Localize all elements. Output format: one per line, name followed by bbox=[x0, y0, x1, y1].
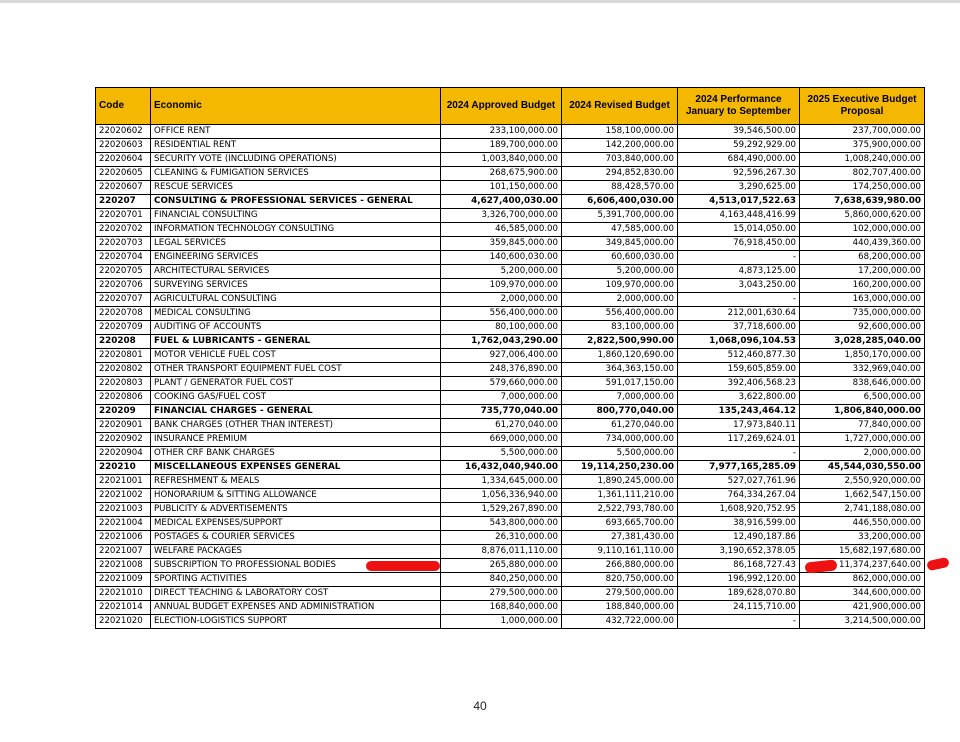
cell-code: 22021002 bbox=[96, 489, 151, 503]
table-body bbox=[96, 125, 925, 629]
table-row bbox=[96, 139, 925, 153]
cell-approved: 556,400,000.00 bbox=[441, 307, 562, 321]
cell-code: 22020709 bbox=[96, 321, 151, 335]
cell-proposal: 237,700,000.00 bbox=[800, 125, 925, 139]
cell-revised: 61,270,040.00 bbox=[562, 419, 678, 433]
cell-approved: 1,056,336,940.00 bbox=[441, 489, 562, 503]
cell-code: 22020904 bbox=[96, 447, 151, 461]
cell-proposal: 3,214,500,000.00 bbox=[800, 615, 925, 629]
cell-proposal: 3,028,285,040.00 bbox=[800, 335, 925, 349]
table-row bbox=[96, 307, 925, 321]
cell-proposal: 862,000,000.00 bbox=[800, 573, 925, 587]
cell-approved: 579,660,000.00 bbox=[441, 377, 562, 391]
cell-proposal: 2,000,000.00 bbox=[800, 447, 925, 461]
cell-proposal: 735,000,000.00 bbox=[800, 307, 925, 321]
cell-approved: 1,003,840,000.00 bbox=[441, 153, 562, 167]
table-row bbox=[96, 279, 925, 293]
table-row bbox=[96, 153, 925, 167]
cell-proposal: 421,900,000.00 bbox=[800, 601, 925, 615]
cell-revised: 1,860,120,690.00 bbox=[562, 349, 678, 363]
cell-code: 22020702 bbox=[96, 223, 151, 237]
cell-performance: 135,243,464.12 bbox=[678, 405, 800, 419]
cell-performance: - bbox=[678, 293, 800, 307]
cell-performance: - bbox=[678, 251, 800, 265]
cell-code: 22020703 bbox=[96, 237, 151, 251]
table-row bbox=[96, 209, 925, 223]
table-row bbox=[96, 559, 925, 573]
cell-approved: 80,100,000.00 bbox=[441, 321, 562, 335]
cell-proposal: 6,500,000.00 bbox=[800, 391, 925, 405]
cell-proposal: 2,741,188,080.00 bbox=[800, 503, 925, 517]
table-row bbox=[96, 447, 925, 461]
cell-performance: 15,014,050.00 bbox=[678, 223, 800, 237]
cell-proposal: 11,374,237,640.00 bbox=[800, 559, 925, 573]
table-row bbox=[96, 475, 925, 489]
cell-approved: 4,627,400,030.00 bbox=[441, 195, 562, 209]
cell-revised: 1,361,111,210.00 bbox=[562, 489, 678, 503]
cell-proposal: 92,600,000.00 bbox=[800, 321, 925, 335]
cell-code: 220208 bbox=[96, 335, 151, 349]
cell-code: 22021004 bbox=[96, 517, 151, 531]
cell-code: 22020604 bbox=[96, 153, 151, 167]
cell-performance: 17,973,840.11 bbox=[678, 419, 800, 433]
cell-approved: 189,700,000.00 bbox=[441, 139, 562, 153]
cell-revised: 591,017,150.00 bbox=[562, 377, 678, 391]
cell-proposal: 1,008,240,000.00 bbox=[800, 153, 925, 167]
table-row bbox=[96, 601, 925, 615]
table-row bbox=[96, 433, 925, 447]
table-row bbox=[96, 125, 925, 139]
cell-performance: 159,605,859.00 bbox=[678, 363, 800, 377]
cell-economic: MOTOR VEHICLE FUEL COST bbox=[151, 349, 441, 363]
cell-performance: 764,334,267.04 bbox=[678, 489, 800, 503]
cell-proposal: 160,200,000.00 bbox=[800, 279, 925, 293]
cell-economic: ARCHITECTURAL SERVICES bbox=[151, 265, 441, 279]
cell-performance: 7,977,165,285.09 bbox=[678, 461, 800, 475]
cell-code: 22021006 bbox=[96, 531, 151, 545]
cell-performance: 189,628,070.80 bbox=[678, 587, 800, 601]
header-proposal: 2025 Executive Budget Proposal bbox=[800, 88, 925, 125]
table-header-row bbox=[96, 88, 925, 125]
table-row bbox=[96, 531, 925, 545]
cell-approved: 1,762,043,290.00 bbox=[441, 335, 562, 349]
cell-revised: 47,585,000.00 bbox=[562, 223, 678, 237]
cell-revised: 2,822,500,990.00 bbox=[562, 335, 678, 349]
cell-code: 22020902 bbox=[96, 433, 151, 447]
cell-proposal: 77,840,000.00 bbox=[800, 419, 925, 433]
cell-revised: 279,500,000.00 bbox=[562, 587, 678, 601]
cell-code: 22021009 bbox=[96, 573, 151, 587]
cell-approved: 359,845,000.00 bbox=[441, 237, 562, 251]
cell-economic: MEDICAL EXPENSES/SUPPORT bbox=[151, 517, 441, 531]
table-row bbox=[96, 573, 925, 587]
cell-proposal: 802,707,400.00 bbox=[800, 167, 925, 181]
cell-performance: 4,513,017,522.63 bbox=[678, 195, 800, 209]
cell-economic: MISCELLANEOUS EXPENSES GENERAL bbox=[151, 461, 441, 475]
cell-proposal: 344,600,000.00 bbox=[800, 587, 925, 601]
cell-approved: 669,000,000.00 bbox=[441, 433, 562, 447]
cell-code: 22020901 bbox=[96, 419, 151, 433]
cell-proposal: 446,550,000.00 bbox=[800, 517, 925, 531]
cell-performance: 39,546,500.00 bbox=[678, 125, 800, 139]
cell-economic: AGRICULTURAL CONSULTING bbox=[151, 293, 441, 307]
cell-revised: 2,522,793,780.00 bbox=[562, 503, 678, 517]
cell-approved: 248,376,890.00 bbox=[441, 363, 562, 377]
cell-performance: 3,190,652,378.05 bbox=[678, 545, 800, 559]
cell-performance: 196,992,120.00 bbox=[678, 573, 800, 587]
cell-revised: 800,770,040.00 bbox=[562, 405, 678, 419]
cell-performance: 4,163,448,416.99 bbox=[678, 209, 800, 223]
cell-proposal: 2,550,920,000.00 bbox=[800, 475, 925, 489]
cell-code: 22020806 bbox=[96, 391, 151, 405]
cell-performance: 392,406,568.23 bbox=[678, 377, 800, 391]
cell-performance: 117,269,624.01 bbox=[678, 433, 800, 447]
cell-economic: CONSULTING & PROFESSIONAL SERVICES - GENERAL bbox=[151, 195, 441, 209]
table-row bbox=[96, 167, 925, 181]
cell-economic: WELFARE PACKAGES bbox=[151, 545, 441, 559]
cell-proposal: 45,544,030,550.00 bbox=[800, 461, 925, 475]
table-row bbox=[96, 293, 925, 307]
table-row bbox=[96, 335, 925, 349]
cell-revised: 693,665,700.00 bbox=[562, 517, 678, 531]
cell-revised: 734,000,000.00 bbox=[562, 433, 678, 447]
table-row bbox=[96, 363, 925, 377]
cell-code: 22020803 bbox=[96, 377, 151, 391]
cell-approved: 46,585,000.00 bbox=[441, 223, 562, 237]
table-row bbox=[96, 349, 925, 363]
cell-performance: 37,718,600.00 bbox=[678, 321, 800, 335]
cell-code: 220209 bbox=[96, 405, 151, 419]
cell-performance: 212,001,630.64 bbox=[678, 307, 800, 321]
cell-revised: 188,840,000.00 bbox=[562, 601, 678, 615]
cell-economic: MEDICAL CONSULTING bbox=[151, 307, 441, 321]
cell-approved: 927,006,400.00 bbox=[441, 349, 562, 363]
cell-approved: 61,270,040.00 bbox=[441, 419, 562, 433]
cell-revised: 88,428,570.00 bbox=[562, 181, 678, 195]
cell-proposal: 1,662,547,150.00 bbox=[800, 489, 925, 503]
cell-economic: BANK CHARGES (OTHER THAN INTEREST) bbox=[151, 419, 441, 433]
cell-revised: 83,100,000.00 bbox=[562, 321, 678, 335]
cell-code: 22021008 bbox=[96, 559, 151, 573]
cell-revised: 294,852,830.00 bbox=[562, 167, 678, 181]
cell-economic: SURVEYING SERVICES bbox=[151, 279, 441, 293]
cell-revised: 60,600,030.00 bbox=[562, 251, 678, 265]
table-row bbox=[96, 195, 925, 209]
cell-revised: 158,100,000.00 bbox=[562, 125, 678, 139]
cell-economic: FINANCIAL CHARGES - GENERAL bbox=[151, 405, 441, 419]
cell-performance: 76,918,450.00 bbox=[678, 237, 800, 251]
cell-performance: 12,490,187.86 bbox=[678, 531, 800, 545]
cell-economic: SUBSCRIPTION TO PROFESSIONAL BODIES bbox=[151, 559, 441, 573]
table-row bbox=[96, 461, 925, 475]
cell-code: 220207 bbox=[96, 195, 151, 209]
cell-approved: 543,800,000.00 bbox=[441, 517, 562, 531]
cell-proposal: 332,969,040.00 bbox=[800, 363, 925, 377]
cell-economic: FINANCIAL CONSULTING bbox=[151, 209, 441, 223]
cell-performance: 59,292,929.00 bbox=[678, 139, 800, 153]
cell-proposal: 163,000,000.00 bbox=[800, 293, 925, 307]
cell-performance: 527,027,761.96 bbox=[678, 475, 800, 489]
cell-proposal: 7,638,639,980.00 bbox=[800, 195, 925, 209]
cell-performance: 1,068,096,104.53 bbox=[678, 335, 800, 349]
cell-approved: 840,250,000.00 bbox=[441, 573, 562, 587]
header-code: Code bbox=[96, 88, 151, 125]
header-economic: Economic bbox=[151, 88, 441, 125]
cell-revised: 703,840,000.00 bbox=[562, 153, 678, 167]
cell-approved: 3,326,700,000.00 bbox=[441, 209, 562, 223]
table-row bbox=[96, 251, 925, 265]
cell-approved: 1,000,000.00 bbox=[441, 615, 562, 629]
cell-economic: HONORARIUM & SITTING ALLOWANCE bbox=[151, 489, 441, 503]
cell-approved: 2,000,000.00 bbox=[441, 293, 562, 307]
cell-economic: CLEANING & FUMIGATION SERVICES bbox=[151, 167, 441, 181]
cell-revised: 820,750,000.00 bbox=[562, 573, 678, 587]
table-row bbox=[96, 503, 925, 517]
cell-revised: 6,606,400,030.00 bbox=[562, 195, 678, 209]
cell-economic: OTHER TRANSPORT EQUIPMENT FUEL COST bbox=[151, 363, 441, 377]
cell-approved: 1,529,267,890.00 bbox=[441, 503, 562, 517]
cell-proposal: 375,900,000.00 bbox=[800, 139, 925, 153]
cell-economic: OFFICE RENT bbox=[151, 125, 441, 139]
cell-code: 22020704 bbox=[96, 251, 151, 265]
cell-economic: INFORMATION TECHNOLOGY CONSULTING bbox=[151, 223, 441, 237]
cell-code: 22020801 bbox=[96, 349, 151, 363]
cell-proposal: 440,439,360.00 bbox=[800, 237, 925, 251]
cell-approved: 268,675,900.00 bbox=[441, 167, 562, 181]
cell-code: 22021003 bbox=[96, 503, 151, 517]
cell-approved: 1,334,645,000.00 bbox=[441, 475, 562, 489]
cell-approved: 140,600,030.00 bbox=[441, 251, 562, 265]
cell-performance: 3,622,800.00 bbox=[678, 391, 800, 405]
table-row bbox=[96, 237, 925, 251]
cell-economic: COOKING GAS/FUEL COST bbox=[151, 391, 441, 405]
cell-revised: 266,880,000.00 bbox=[562, 559, 678, 573]
cell-performance: 684,490,000.00 bbox=[678, 153, 800, 167]
cell-revised: 7,000,000.00 bbox=[562, 391, 678, 405]
cell-revised: 556,400,000.00 bbox=[562, 307, 678, 321]
cell-code: 22020602 bbox=[96, 125, 151, 139]
table-row bbox=[96, 377, 925, 391]
cell-code: 22020707 bbox=[96, 293, 151, 307]
cell-approved: 735,770,040.00 bbox=[441, 405, 562, 419]
cell-economic: POSTAGES & COURIER SERVICES bbox=[151, 531, 441, 545]
cell-economic: LEGAL SERVICES bbox=[151, 237, 441, 251]
cell-revised: 19,114,250,230.00 bbox=[562, 461, 678, 475]
cell-code: 22020708 bbox=[96, 307, 151, 321]
header-approved: 2024 Approved Budget bbox=[441, 88, 562, 125]
table-row bbox=[96, 419, 925, 433]
cell-revised: 27,381,430.00 bbox=[562, 531, 678, 545]
table-row bbox=[96, 517, 925, 531]
cell-economic: INSURANCE PREMIUM bbox=[151, 433, 441, 447]
cell-economic: PLANT / GENERATOR FUEL COST bbox=[151, 377, 441, 391]
red-highlight-mark-left bbox=[366, 561, 440, 571]
cell-code: 22020605 bbox=[96, 167, 151, 181]
cell-code: 22020701 bbox=[96, 209, 151, 223]
cell-approved: 8,876,011,110.00 bbox=[441, 545, 562, 559]
table-row bbox=[96, 405, 925, 419]
cell-economic: ENGINEERING SERVICES bbox=[151, 251, 441, 265]
cell-performance: 1,608,920,752.95 bbox=[678, 503, 800, 517]
cell-revised: 349,845,000.00 bbox=[562, 237, 678, 251]
cell-proposal: 838,646,000.00 bbox=[800, 377, 925, 391]
cell-code: 22020607 bbox=[96, 181, 151, 195]
cell-code: 22021010 bbox=[96, 587, 151, 601]
cell-approved: 16,432,040,940.00 bbox=[441, 461, 562, 475]
cell-economic: AUDITING OF ACCOUNTS bbox=[151, 321, 441, 335]
cell-performance: 86,168,727.43 bbox=[678, 559, 800, 573]
cell-revised: 109,970,000.00 bbox=[562, 279, 678, 293]
cell-approved: 168,840,000.00 bbox=[441, 601, 562, 615]
cell-performance: - bbox=[678, 447, 800, 461]
cell-revised: 364,363,150.00 bbox=[562, 363, 678, 377]
cell-revised: 432,722,000.00 bbox=[562, 615, 678, 629]
cell-proposal: 1,806,840,000.00 bbox=[800, 405, 925, 419]
header-performance: 2024 Performance January to September bbox=[678, 88, 800, 125]
cell-revised: 5,500,000.00 bbox=[562, 447, 678, 461]
cell-approved: 233,100,000.00 bbox=[441, 125, 562, 139]
cell-proposal: 15,682,197,680.00 bbox=[800, 545, 925, 559]
cell-proposal: 1,727,000,000.00 bbox=[800, 433, 925, 447]
cell-economic: FUEL & LUBRICANTS - GENERAL bbox=[151, 335, 441, 349]
cell-approved: 26,310,000.00 bbox=[441, 531, 562, 545]
cell-economic: SPORTING ACTIVITIES bbox=[151, 573, 441, 587]
cell-revised: 1,890,245,000.00 bbox=[562, 475, 678, 489]
cell-economic: RESCUE SERVICES bbox=[151, 181, 441, 195]
cell-proposal: 33,200,000.00 bbox=[800, 531, 925, 545]
cell-performance: 24,115,710.00 bbox=[678, 601, 800, 615]
cell-approved: 7,000,000.00 bbox=[441, 391, 562, 405]
cell-code: 22020705 bbox=[96, 265, 151, 279]
cell-proposal: 1,850,170,000.00 bbox=[800, 349, 925, 363]
cell-approved: 109,970,000.00 bbox=[441, 279, 562, 293]
top-border bbox=[0, 0, 960, 3]
table-row bbox=[96, 265, 925, 279]
cell-approved: 265,880,000.00 bbox=[441, 559, 562, 573]
cell-proposal: 17,200,000.00 bbox=[800, 265, 925, 279]
cell-approved: 5,200,000.00 bbox=[441, 265, 562, 279]
cell-performance: - bbox=[678, 615, 800, 629]
table-row bbox=[96, 587, 925, 601]
cell-economic: PUBLICITY & ADVERTISEMENTS bbox=[151, 503, 441, 517]
cell-revised: 2,000,000.00 bbox=[562, 293, 678, 307]
cell-proposal: 68,200,000.00 bbox=[800, 251, 925, 265]
budget-table bbox=[95, 87, 925, 629]
table-row bbox=[96, 615, 925, 629]
cell-economic: REFRESHMENT & MEALS bbox=[151, 475, 441, 489]
cell-approved: 101,150,000.00 bbox=[441, 181, 562, 195]
cell-performance: 3,043,250.00 bbox=[678, 279, 800, 293]
cell-proposal: 5,860,000,620.00 bbox=[800, 209, 925, 223]
table-row bbox=[96, 321, 925, 335]
cell-performance: 3,290,625.00 bbox=[678, 181, 800, 195]
cell-revised: 5,200,000.00 bbox=[562, 265, 678, 279]
table-row bbox=[96, 545, 925, 559]
cell-economic: SECURITY VOTE (INCLUDING OPERATIONS) bbox=[151, 153, 441, 167]
cell-economic: ANNUAL BUDGET EXPENSES AND ADMINISTRATION bbox=[151, 601, 441, 615]
cell-code: 22020706 bbox=[96, 279, 151, 293]
cell-code: 220210 bbox=[96, 461, 151, 475]
cell-code: 22021001 bbox=[96, 475, 151, 489]
cell-performance: 512,460,877.30 bbox=[678, 349, 800, 363]
cell-code: 22021007 bbox=[96, 545, 151, 559]
header-revised: 2024 Revised Budget bbox=[562, 88, 678, 125]
cell-code: 22021020 bbox=[96, 615, 151, 629]
table-row bbox=[96, 181, 925, 195]
cell-proposal: 174,250,000.00 bbox=[800, 181, 925, 195]
cell-proposal: 102,000,000.00 bbox=[800, 223, 925, 237]
table-row bbox=[96, 391, 925, 405]
cell-revised: 142,200,000.00 bbox=[562, 139, 678, 153]
cell-code: 22020802 bbox=[96, 363, 151, 377]
cell-revised: 5,391,700,000.00 bbox=[562, 209, 678, 223]
cell-economic: ELECTION-LOGISTICS SUPPORT bbox=[151, 615, 441, 629]
cell-economic: RESIDENTIAL RENT bbox=[151, 139, 441, 153]
cell-economic: OTHER CRF BANK CHARGES bbox=[151, 447, 441, 461]
cell-performance: 92,596,267.30 bbox=[678, 167, 800, 181]
table-row bbox=[96, 489, 925, 503]
cell-economic: DIRECT TEACHING & LABORATORY COST bbox=[151, 587, 441, 601]
cell-code: 22020603 bbox=[96, 139, 151, 153]
cell-code: 22021014 bbox=[96, 601, 151, 615]
cell-performance: 38,916,599.00 bbox=[678, 517, 800, 531]
red-highlight-mark-edge bbox=[926, 557, 950, 571]
cell-approved: 279,500,000.00 bbox=[441, 587, 562, 601]
cell-approved: 5,500,000.00 bbox=[441, 447, 562, 461]
table-row bbox=[96, 223, 925, 237]
cell-revised: 9,110,161,110.00 bbox=[562, 545, 678, 559]
page-number: 40 bbox=[473, 699, 487, 713]
cell-performance: 4,873,125.00 bbox=[678, 265, 800, 279]
